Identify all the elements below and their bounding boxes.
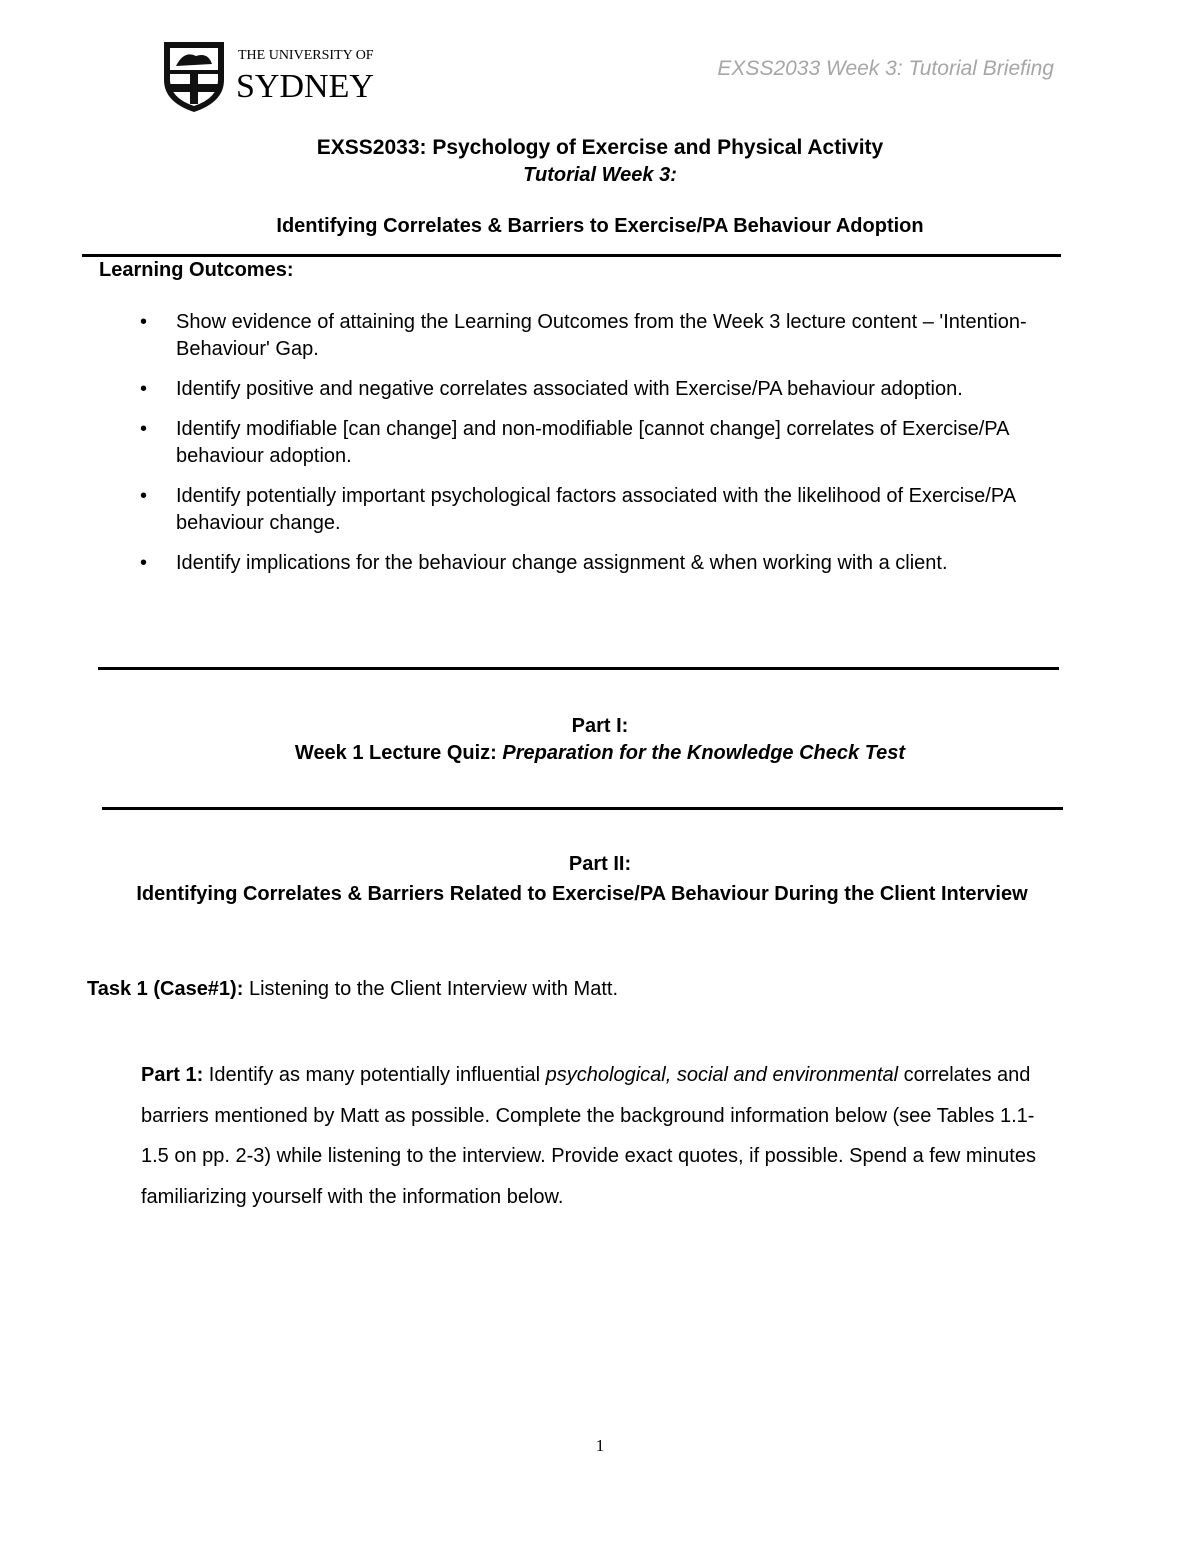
bullet-icon: •: [140, 552, 148, 574]
paragraph-text: correlates and barriers mentioned by Matt as possible. Complete the background information below (see Tables 1.1-1.5 on pp. 2-3) while listening to the interview. Provide exact quotes, if possible. Spend a few minutes familiarizing yourself with the information below.: [141, 1064, 1036, 1208]
list-item: [140, 309, 1060, 363]
part1-label: Part I:: [571, 715, 629, 737]
paragraph-text: Identify as many potentially influential: [203, 1064, 546, 1086]
list-item-text: Identify potentially important psychological factors associated with the likelihood of Exercise/PA behaviour change.: [176, 485, 1015, 534]
week-title: Tutorial Week 3:: [523, 164, 677, 186]
paragraph-italic: psychological, social and environmental: [545, 1064, 899, 1086]
bullet-icon: •: [140, 378, 148, 400]
list-item-text: Show evidence of attaining the Learning Outcomes from the Week 3 lecture content – 'Intention-Behaviour' Gap.: [176, 311, 1027, 360]
part1-title-italic: Preparation for the Knowledge Check Test: [502, 742, 906, 764]
list-item-text: Identify modifiable [can change] and non-modifiable [cannot change] correlates of Exercise/PA behaviour adoption.: [176, 418, 1009, 467]
part2-title: Identifying Correlates & Barriers Related to Exercise/PA Behaviour During the Client Interview: [136, 883, 1028, 905]
logo-line-1: THE UNIVERSITY OF: [238, 48, 374, 63]
task1-line: [87, 977, 618, 1001]
list-item-text: Identify implications for the behaviour change assignment & when working with a client.: [176, 552, 948, 574]
list-item: [140, 483, 1060, 537]
logo-line-2: SYDNEY: [236, 68, 374, 105]
bullet-icon: •: [140, 311, 148, 333]
divider: [98, 667, 1059, 670]
task1-text: Listening to the Client Interview with Matt.: [243, 978, 619, 1000]
learning-outcomes-list: [140, 309, 1060, 590]
part1-label-inline: Part 1:: [141, 1064, 204, 1086]
learning-outcomes-heading: Learning Outcomes:: [99, 259, 294, 281]
list-item: [140, 550, 1060, 577]
divider: [102, 807, 1063, 810]
task1-part1-paragraph: [141, 1055, 1061, 1217]
university-logo: [162, 40, 372, 112]
divider: [82, 254, 1061, 257]
running-header: EXSS2033 Week 3: Tutorial Briefing: [717, 57, 1054, 80]
page-number: 1: [595, 1436, 605, 1455]
list-item: [140, 416, 1060, 470]
crest-icon: [162, 40, 226, 112]
part1-title-bold: Week 1 Lecture Quiz:: [294, 742, 503, 764]
topic-title: Identifying Correlates & Barriers to Exercise/PA Behaviour Adoption: [276, 215, 924, 237]
list-item: [140, 376, 1060, 403]
task1-label: Task 1 (Case#1):: [87, 978, 244, 1000]
course-title: EXSS2033: Psychology of Exercise and Physical Activity: [316, 136, 884, 159]
bullet-icon: •: [140, 418, 148, 440]
part1-title: [0, 741, 1200, 765]
bullet-icon: •: [140, 485, 148, 507]
list-item-text: Identify positive and negative correlates associated with Exercise/PA behaviour adoption.: [176, 378, 963, 400]
part2-label: Part II:: [568, 853, 632, 875]
